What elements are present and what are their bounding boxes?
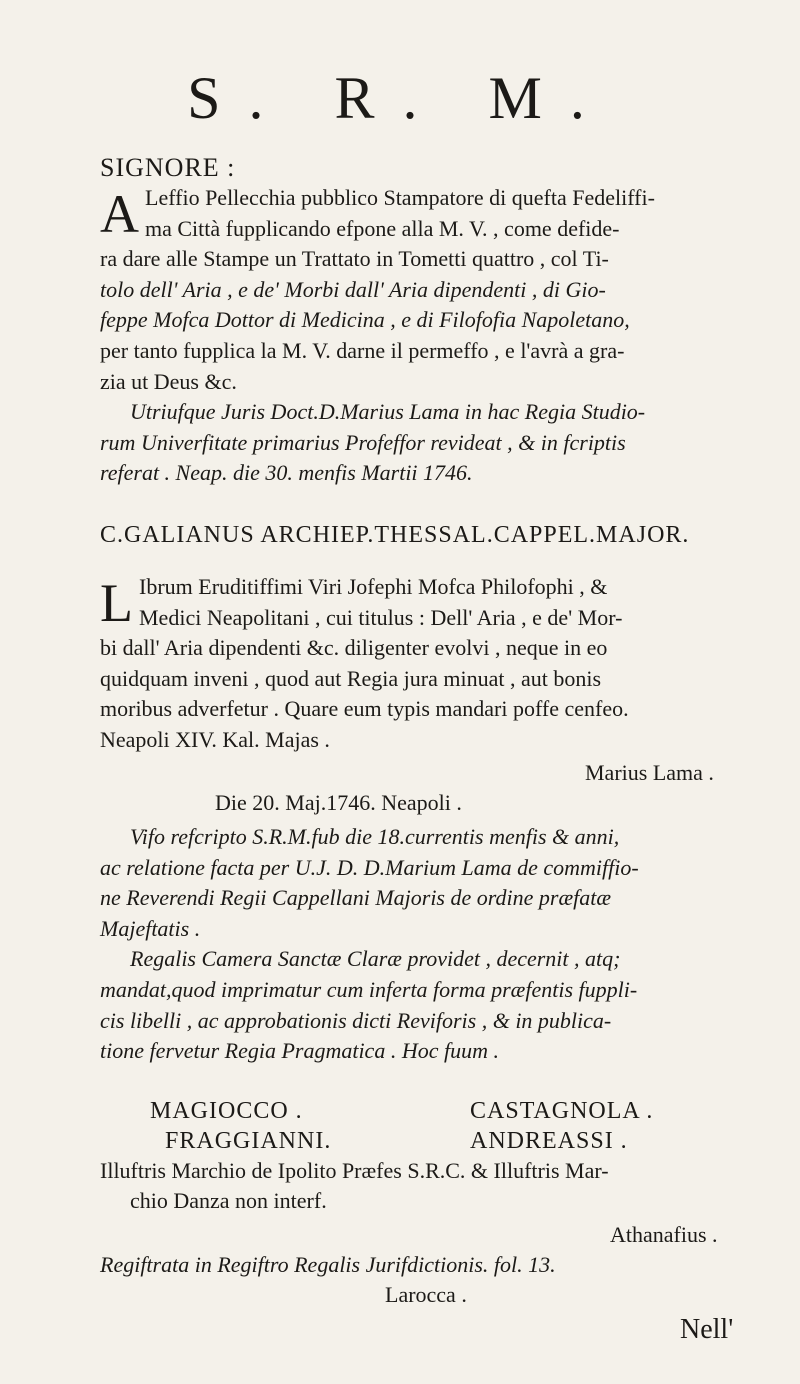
decree-line: ac relatione facta per U.J. D. D.Marium Lama de commiffio-	[100, 854, 639, 880]
registry-note: Regiftrata in Regiftro Regalis Jurifdictionis. fol. 13.	[100, 1252, 556, 1277]
larocca-signature: Larocca .	[385, 1282, 467, 1307]
petition-line: referat . Neap. die 30. menfis Martii 1746.	[100, 460, 473, 486]
petition-line: zia ut Deus &c.	[100, 368, 237, 394]
official-castagnola: CASTAGNOLA .	[470, 1098, 654, 1124]
approval-line: Ibrum Eruditiffimi Viri Jofephi Mofca Philofophi , &	[139, 574, 608, 599]
decree-line: Vifo refcripto S.R.M.fub die 18.currentis menfis & anni,	[130, 824, 620, 849]
decree-line: Regalis Camera Sanctæ Claræ providet , decernit , atq;	[130, 946, 621, 972]
petition-line: ma Città fupplicando efpone alla M. V. , come defide-	[145, 215, 620, 241]
approval-line: Neapoli XIV. Kal. Majas .	[100, 726, 330, 752]
approval-line: bi dall' Aria dipendenti &c. diligenter evolvi , neque in eo	[100, 635, 608, 661]
official-andreassi: ANDREASSI .	[470, 1128, 628, 1154]
approval-paragraph	[100, 572, 780, 756]
petition-line: per tanto fupplica la M. V. darne il permeffo , e l'avrà a gra-	[100, 337, 625, 363]
absence-note-line: Illuftris Marchio de Ipolito Præfes S.R.C. & Illuftris Mar-	[100, 1158, 609, 1183]
decree-date: Die 20. Maj.1746. Neapoli .	[215, 790, 462, 815]
absence-note-line: chio Danza non interf.	[130, 1188, 327, 1213]
decree-line: Majeftatis .	[100, 915, 201, 941]
approval-line: Medici Neapolitani , cui titulus : Dell' Aria , e de' Mor-	[139, 604, 623, 630]
drop-cap-a: A	[100, 184, 139, 244]
approval-line: moribus adverfetur . Quare eum typis mandari poffe cenfeo.	[100, 696, 629, 722]
archbishop-signature: C.GALIANUS ARCHIEP.THESSAL.CAPPEL.MAJOR.	[100, 522, 690, 548]
petition-line: feppe Mofca Dottor di Medicina , e di Filofofia Napoletano,	[100, 307, 630, 333]
petition-line: rum Univerfitate primarius Profeffor revideat , & in fcriptis	[100, 429, 626, 455]
decree-line: cis libelli , ac approbationis dicti Reviforis , & in publica-	[100, 1007, 612, 1033]
decree-line: tione fervetur Regia Pragmatica . Hoc fuum .	[100, 1038, 499, 1064]
drop-cap-l: L	[100, 573, 133, 633]
official-fraggianni: FRAGGIANNI.	[165, 1128, 332, 1154]
lama-signature: Marius Lama .	[585, 760, 714, 785]
page-header: S. R. M.	[187, 65, 613, 131]
petition-line: ra dare alle Stampe un Trattato in Tometti quattro , col Ti-	[100, 246, 609, 272]
official-magiocco: MAGIOCCO .	[150, 1098, 303, 1124]
decree-paragraph	[100, 822, 780, 1067]
athanasius-signature: Athanafius .	[610, 1222, 718, 1247]
decree-line: mandat,quod imprimatur cum inferta forma præfentis fuppli-	[100, 976, 638, 1002]
petition-line: Leffio Pellecchia pubblico Stampatore di quefta Fedeliffi-	[145, 185, 655, 210]
salutation: SIGNORE :	[100, 153, 236, 182]
petition-paragraph	[100, 183, 780, 489]
petition-line: Utriufque Juris Doct.D.Marius Lama in hac Regia Studio-	[130, 399, 646, 425]
decree-line: ne Reverendi Regii Cappellani Majoris de ordine præfatæ	[100, 885, 612, 911]
catchword: Nell'	[680, 1314, 734, 1345]
petition-line: tolo dell' Aria , e de' Morbi dall' Aria dipendenti , di Gio-	[100, 276, 606, 302]
approval-line: quidquam inveni , quod aut Regia jura minuat , aut bonis	[100, 665, 602, 691]
